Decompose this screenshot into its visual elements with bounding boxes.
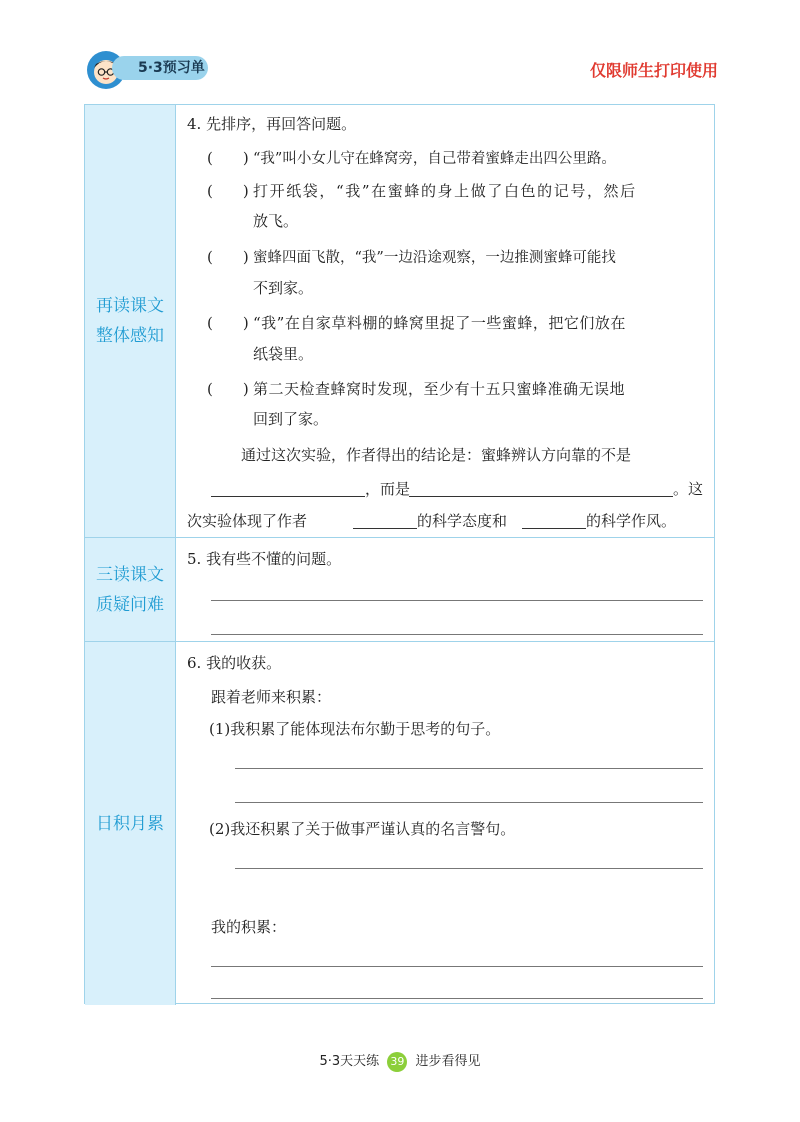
follow-teacher-text: 跟着老师来积累：	[211, 688, 332, 706]
section-reread	[85, 105, 714, 537]
section-content	[177, 538, 714, 641]
page-number: 39	[387, 1052, 407, 1072]
order-item-text: 蜜蜂四面飞散，“我”一边沿途观察，一边推测蜜蜂可能找	[253, 250, 616, 266]
section-label-cell	[85, 105, 176, 537]
order-item-text: 纸袋里。	[253, 345, 314, 363]
answer-line[interactable]	[211, 998, 703, 999]
conclusion-text: 通过这次实验，作者得出的结论是：蜜蜂辨认方向靠的不是	[241, 446, 632, 464]
answer-blank[interactable]	[409, 496, 673, 497]
subquestion-2: (2)我还积累了关于做事严谨认真的名言警句。	[209, 820, 516, 838]
page-footer	[0, 1050, 800, 1072]
question-4-title: 4. 先排序，再回答问题。	[187, 115, 357, 133]
answer-line[interactable]	[235, 802, 703, 803]
answer-blank[interactable]	[353, 528, 417, 529]
order-blank[interactable]: ( )	[207, 149, 249, 167]
answer-line[interactable]	[211, 600, 703, 601]
answer-line[interactable]	[235, 768, 703, 769]
footer-series: 5·3天天练	[319, 1054, 380, 1069]
my-accumulation-label: 我的积累：	[211, 918, 287, 936]
order-blank[interactable]: ( )	[207, 380, 249, 398]
answer-blank[interactable]	[522, 528, 586, 529]
section-label: 再读课文 整体感知	[96, 296, 164, 346]
worksheet-table	[84, 104, 715, 1004]
section-label: 三读课文 质疑问难	[96, 564, 164, 615]
answer-line[interactable]	[211, 966, 703, 967]
order-blank[interactable]: ( )	[207, 248, 249, 266]
answer-line[interactable]	[235, 868, 703, 869]
section-label-cell	[85, 642, 176, 1005]
preview-sheet-badge: 5·3预习单	[112, 56, 208, 80]
conclusion-text: 的科学态度和	[417, 512, 508, 530]
question-6-title: 6. 我的收获。	[187, 654, 282, 672]
section-question	[85, 537, 714, 641]
order-blank[interactable]: ( )	[207, 182, 249, 200]
conclusion-text: 的科学作风。	[586, 512, 677, 530]
footer-slogan: 进步看得见	[415, 1054, 481, 1069]
section-content	[177, 642, 714, 1005]
section-accumulate	[85, 641, 714, 1005]
section-label-cell	[85, 538, 176, 641]
order-item-text: 放飞。	[253, 212, 299, 230]
conclusion-text: 次实验体现了作者	[187, 512, 308, 530]
conclusion-text: ，而是	[365, 480, 411, 498]
order-blank[interactable]: ( )	[207, 314, 249, 332]
conclusion-text: 。这	[673, 480, 704, 498]
section-label: 日积月累	[96, 813, 164, 834]
print-notice: 仅限师生打印使用	[589, 61, 718, 80]
section-content	[177, 105, 714, 537]
question-5-title: 5. 我有些不懂的问题。	[187, 550, 342, 568]
order-item-text: 第二天检查蜂窝时发现，至少有十五只蜜蜂准确无误地	[253, 380, 626, 398]
order-item-text: 回到了家。	[253, 410, 329, 428]
subquestion-1: (1)我积累了能体现法布尔勤于思考的句子。	[209, 720, 501, 738]
order-item-text: “我”在自家草料棚的蜂窝里捉了一些蜜蜂，把它们放在	[253, 314, 626, 332]
answer-blank[interactable]	[211, 496, 365, 497]
answer-line[interactable]	[211, 634, 703, 635]
order-item-text: 打开纸袋，“我”在蜜蜂的身上做了白色的记号，然后	[253, 182, 637, 200]
order-item-text: 不到家。	[253, 279, 314, 297]
order-item-text: “我”叫小女儿守在蜂窝旁，自己带着蜜蜂走出四公里路。	[253, 151, 616, 167]
page-header	[0, 0, 800, 100]
